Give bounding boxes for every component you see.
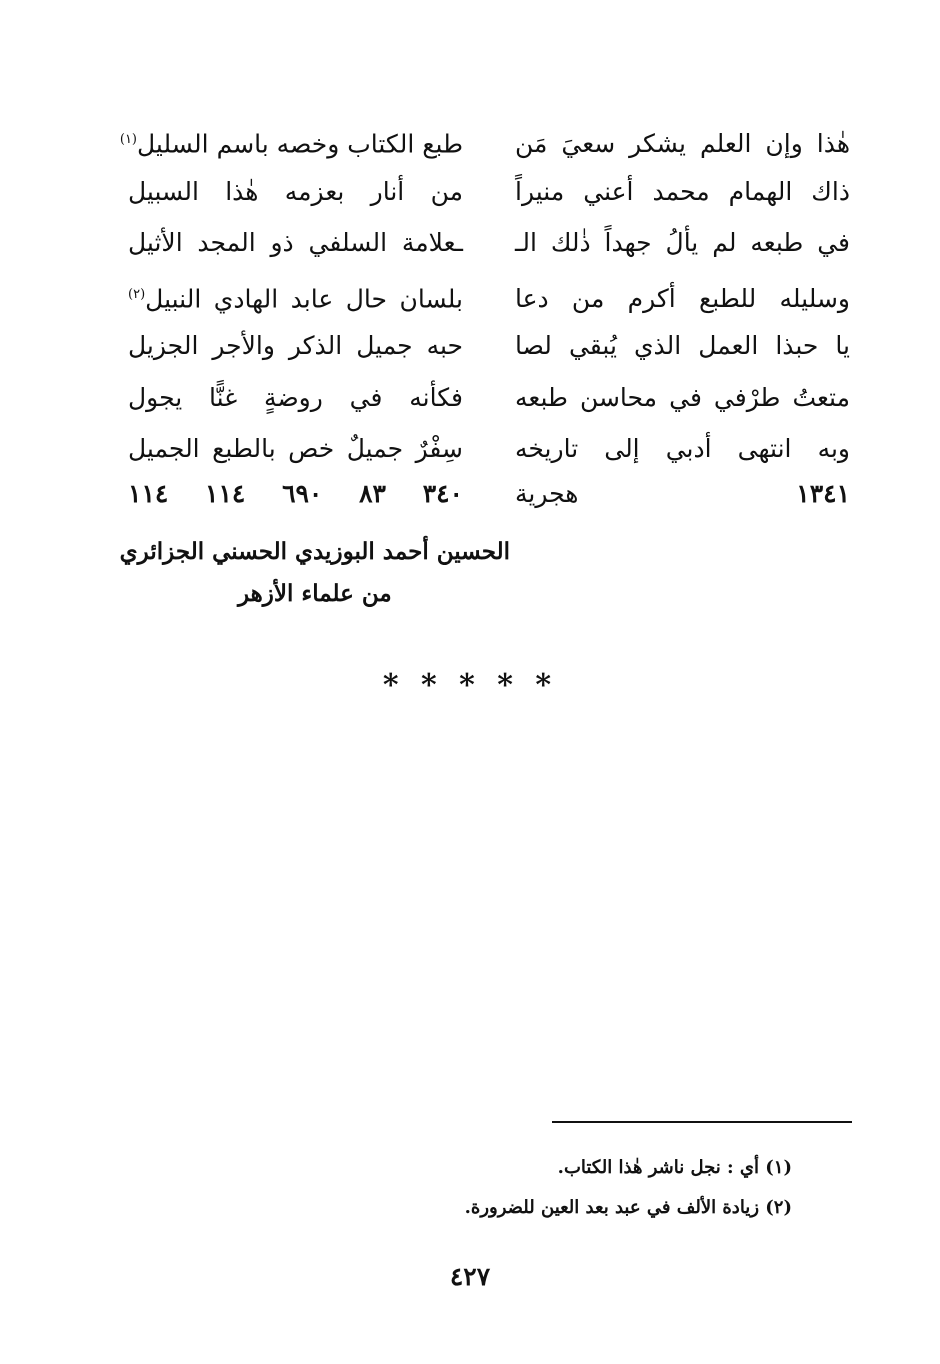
verse-row [128,221,850,273]
chronogram-number: ٣٤٠ [422,478,463,508]
verse-left-hemistich: من أنار بعزمه هٰذا السبيل [128,176,463,206]
verse-right-hemistich: هٰذا وإن العلم يشكر سعيَ مَن [515,129,850,159]
author-title: من علماء الأزهر [237,580,392,607]
asterisk-separator: * * * * * [382,668,558,703]
verse-right-hemistich: ذاك الهمام محمد أعني منيراً [515,176,850,206]
verse-right-hemistich: يا حبذا العمل الذي يُبقي لصا [515,331,850,360]
verse-right-hemistich: وبه انتهى أدبي إلى تاريخه [515,434,850,463]
verse-row [128,427,850,479]
page-number: ٤٢٧ [449,1262,491,1291]
verse-left-hemistich: ـعلامة السلفي ذو المجد الأثيل [128,228,463,257]
chronogram-numbers [128,479,463,508]
hijri-label: هجرية [515,478,579,508]
chronogram-number: ١١٤ [205,478,246,508]
hijri-year: ١٣٤١ [796,478,850,508]
date-row [128,479,850,531]
footnote-divider [552,1121,852,1123]
poem [119,118,850,530]
chronogram-number: ٨٣ [359,478,386,508]
verse-row [128,170,850,222]
footnote-ref: (٢) [128,286,146,302]
footnote: (١) أي : نجل ناشر هٰذا الكتاب. [557,1157,792,1178]
verse-left-hemistich: حبه جميل الذكر والأجر الجزيل [128,331,463,360]
verse-right-hemistich: في طبعه لم يألُ جهداً ذٰلك الـ [515,228,850,257]
signature [120,530,510,614]
verse-left-hemistich: سِفْرٌ جميلٌ خص بالطبع الجميل [128,434,463,463]
hijri-date [515,479,850,508]
footnote-ref: (١) [119,132,137,147]
verse-right-hemistich: وسليله للطبع أكرم من دعا [515,283,850,313]
footnotes [465,1148,792,1228]
verse-row [128,324,850,376]
verse-left-hemistich [119,118,463,166]
verse-row [128,376,850,428]
verse-row [119,118,850,170]
verse-row [128,273,850,325]
verse-left-hemistich: فكأنه في روضةٍ غنًّا يجول [128,382,463,412]
footnote: (٢) زيادة الألف في عبد بعد العين للضرورة. [464,1197,792,1218]
chronogram-number: ٦٩٠ [282,478,323,508]
chronogram-number: ١١٤ [128,478,169,508]
verse-left-hemistich [128,273,463,321]
verse-right-hemistich: متعتُ طرْفي في محاسن طبعه [515,382,850,412]
verse-text: طبع الكتاب وخصه باسم السليل [137,129,463,159]
verse-text: بلسان حال عابد الهادي النبيل [145,283,463,313]
author-name: الحسين أحمد البوزيدي الحسني الجزائري [119,538,510,565]
